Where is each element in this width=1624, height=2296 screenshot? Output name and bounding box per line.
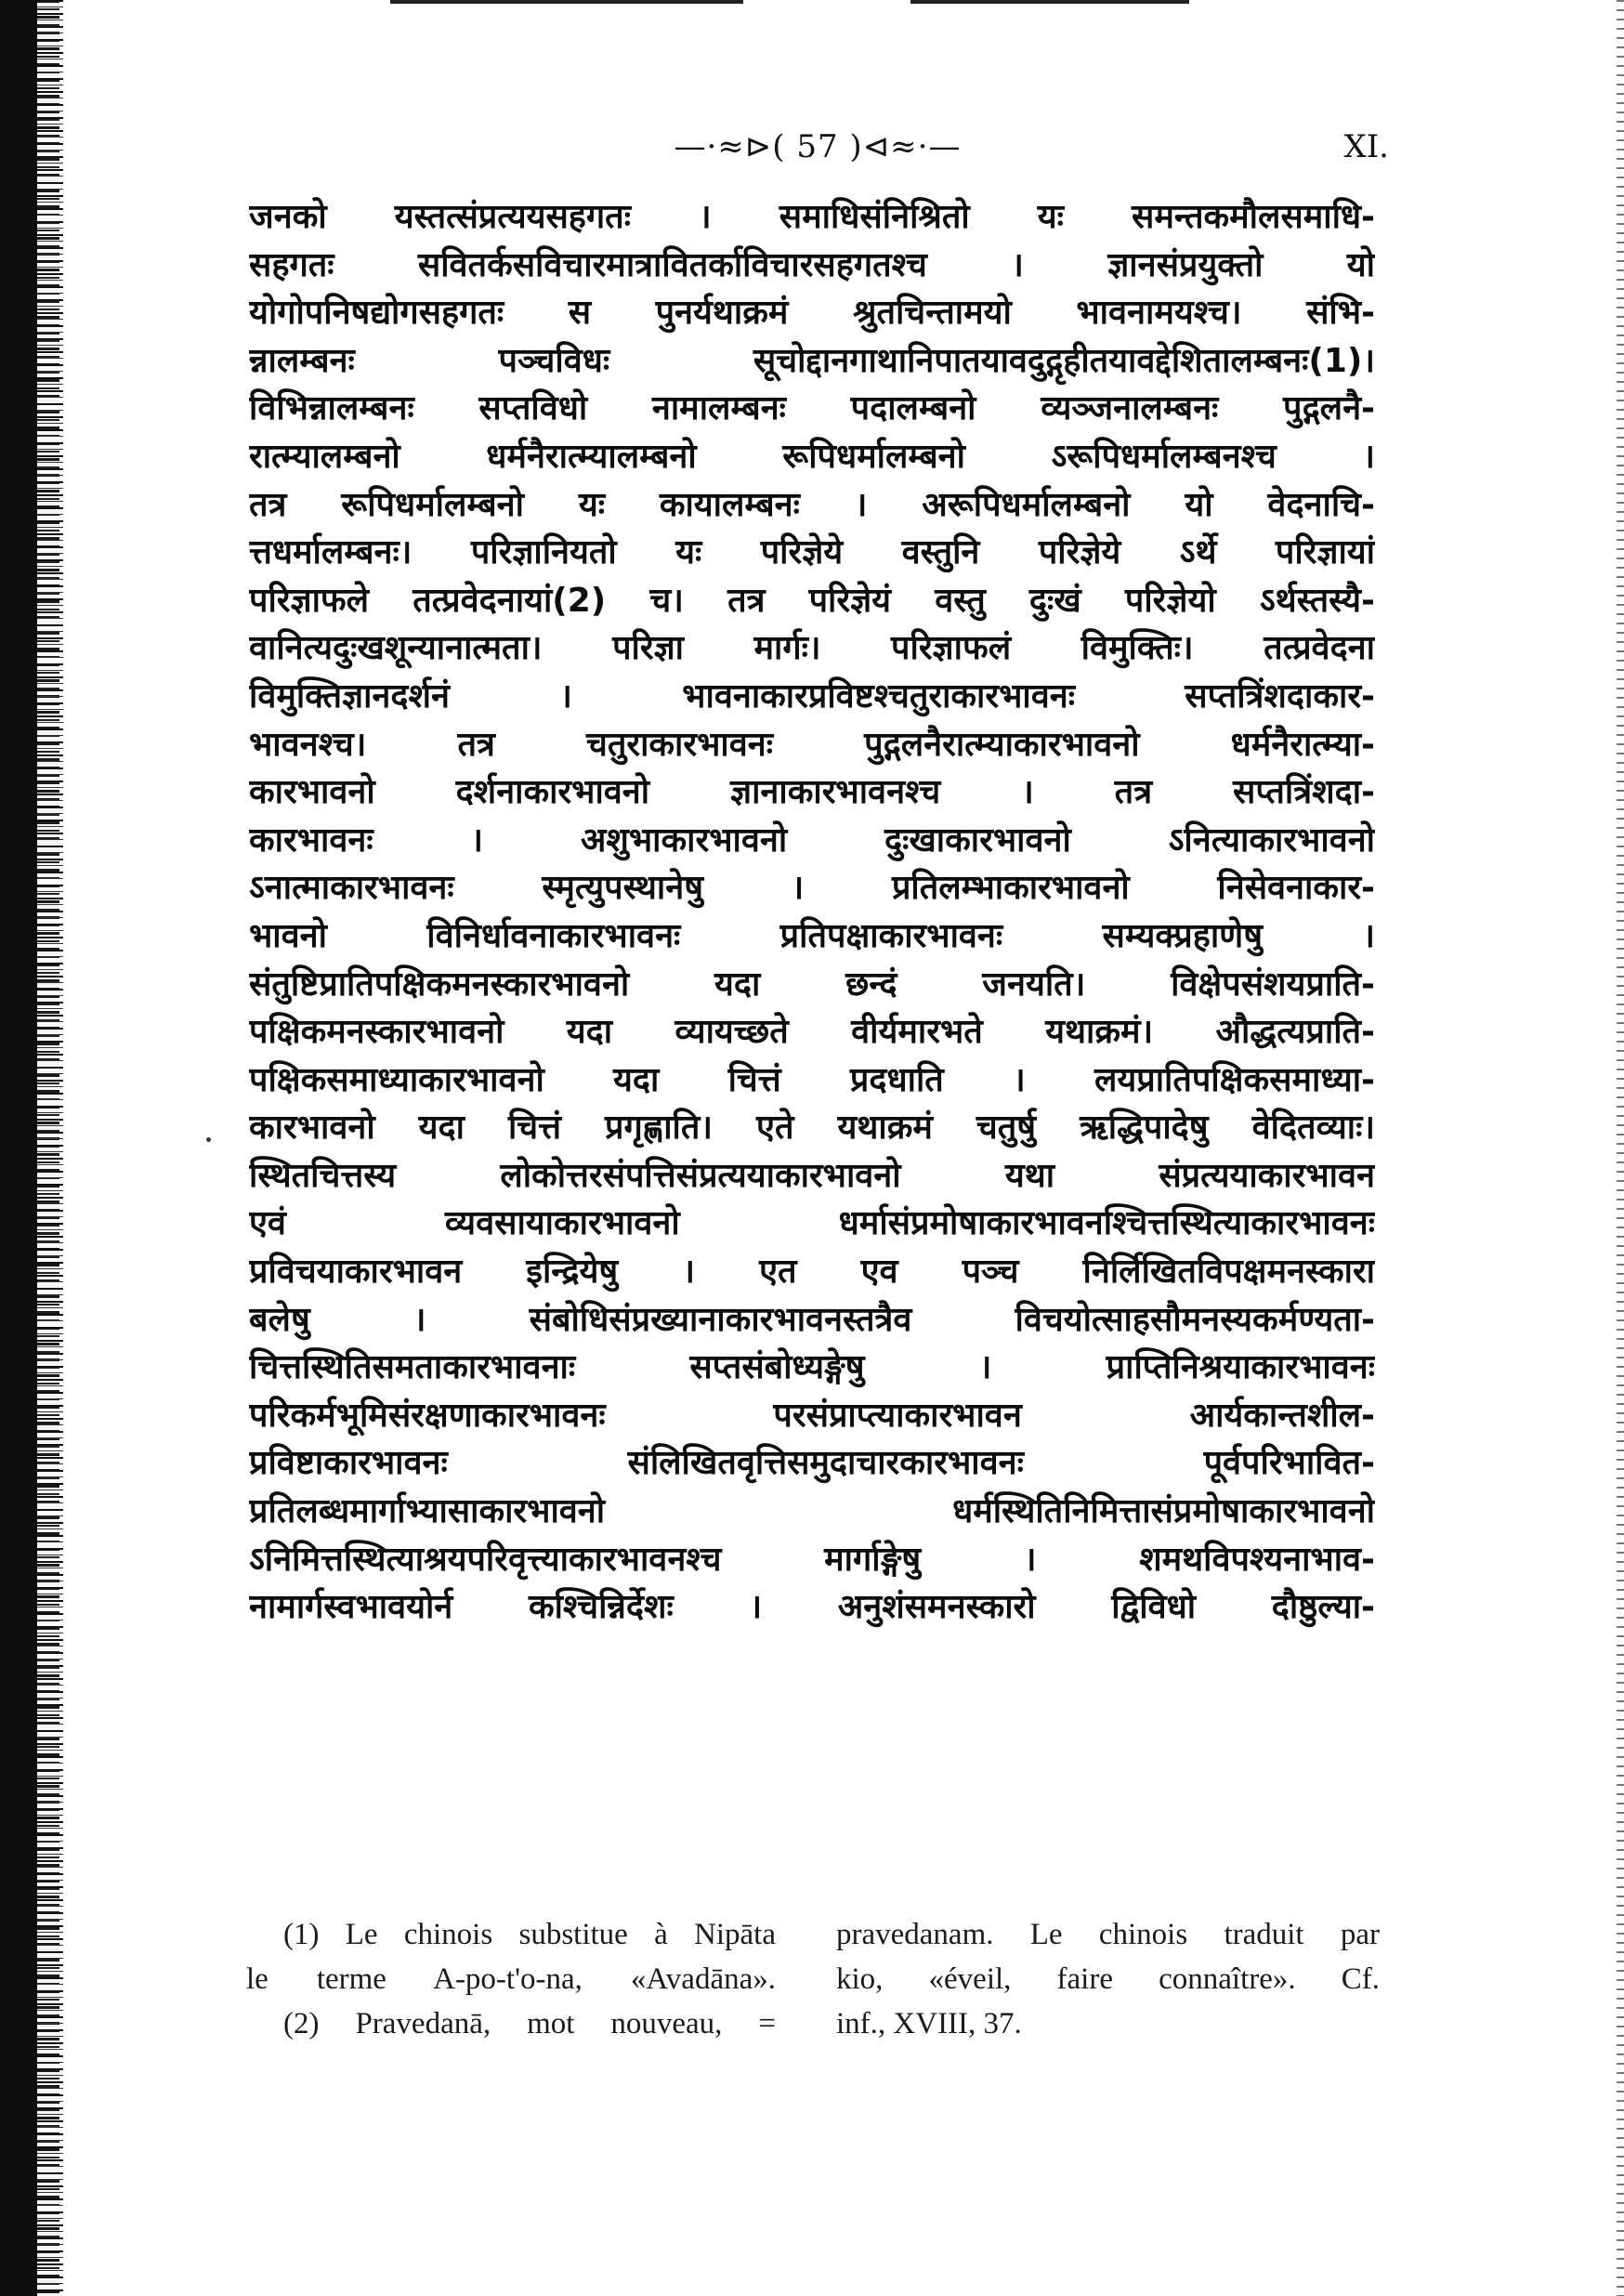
text-line: योगोपनिषद्योगसहगतः स पुनर्यथाक्रमं श्रुतचिन्तामयो भावनामयश्च। संभि-: [249, 294, 1375, 333]
text-line: पक्षिकमनस्कारभावनो यदा व्यायच्छते वीर्यमारभते यथाक्रमं। औद्धत्यप्राति-: [249, 1013, 1375, 1052]
chapter-marker: XI.: [1343, 128, 1389, 165]
text-line: रात्म्यालम्बनो धर्मनैरात्म्यालम्बनो रूपिधर्मालम्बनो ऽरूपिधर्मालम्बनश्च ।: [249, 437, 1375, 476]
page-number: —·≈⊳( 57 )⊲≈·—: [674, 128, 962, 165]
page-right-edge: [1617, 0, 1624, 2296]
text-line: एवं व्यवसायाकारभावनो धर्मासंप्रमोषाकारभावनश्चित्तस्थित्याकारभावनः: [249, 1204, 1375, 1243]
footnote-line: kio, «éveil, faire connaître». Cf.: [836, 1962, 1380, 1996]
text-line: न्नालम्बनः पञ्चविधः सूचोद्दानगाथानिपातयावदुद्गृहीतयावद्देशितालम्बनः(1)।: [249, 341, 1375, 380]
top-rule-right: [910, 0, 1189, 4]
footnote-line: pravedanam. Le chinois traduit par: [836, 1918, 1380, 1951]
text-line: प्रविचयाकारभावन इन्द्रियेषु । एत एव पञ्च निर्लिखितविपक्षमनस्कारा: [249, 1253, 1375, 1292]
text-line: वानित्यदुःखशून्यानात्मता। परिज्ञा मार्गः। परिज्ञाफलं विमुक्तिः। तत्प्रवेदना: [249, 629, 1375, 668]
text-line: जनको यस्तत्संप्रत्ययसहगतः । समाधिसंनिश्रितो यः समन्तकमौलसमाधि-: [249, 198, 1375, 236]
text-line: ऽनिमित्तस्थित्याश्रयपरिवृत्त्याकारभावनश्च मार्गाङ्गेषु । शमथविपश्यनाभाव-: [249, 1540, 1375, 1579]
footnotes: [246, 1912, 1380, 2117]
footnotes-right-column: [836, 1912, 1380, 2046]
text-line: विभिन्नालम्बनः सप्तविधो नामालम्बनः पदालम्बनो व्यञ्जनालम्बनः पुद्गलनै-: [249, 389, 1375, 428]
speck: [206, 1137, 211, 1142]
text-line: परिज्ञाफले तत्प्रवेदनायां(2) च। तत्र परिज्ञेयं वस्तु दुःखं परिज्ञेयो ऽर्थस्तस्यै-: [249, 581, 1375, 620]
page-header: [246, 128, 1389, 184]
text-line: त्तधर्मालम्बनः। परिज्ञानियतो यः परिज्ञेये वस्तुनि परिज्ञेये ऽर्थे परिज्ञायां: [249, 533, 1375, 572]
text-line: कारभावनो यदा चित्तं प्रगृह्णाति। एते यथाक्रमं चतुर्षु ऋद्धिपादेषु वेदितव्याः।: [249, 1109, 1375, 1148]
footnote-line: le terme A-po-t'o-na, «Avadāna».: [246, 1962, 776, 1996]
footnote-line: (1) Le chinois substitue à Nipāta: [283, 1918, 776, 1951]
text-line: नामार्गस्वभावयोर्न कश्चिन्निर्देशः । अनुशंसमनस्कारो द्विविधो दौष्ठुल्या-: [249, 1588, 1375, 1627]
text-line: संतुष्टिप्रातिपक्षिकमनस्कारभावनो यदा छन्दं जनयति। विक्षेपसंशयप्राति-: [249, 964, 1375, 1004]
text-line: सहगतः सवितर्कसविचारमात्रावितर्काविचारसहगतश्च । ज्ञानसंप्रयुक्तो यो: [249, 245, 1375, 284]
text-line: कारभावनः । अशुभाकारभावनो दुःखाकारभावनो ऽनित्याकारभावनो: [249, 820, 1375, 859]
text-line: प्रविष्टाकारभावनः संलिखितवृत्तिसमुदाचारकारभावनः पूर्वपरिभावित-: [249, 1444, 1375, 1483]
text-line: ऽनात्माकारभावनः स्मृत्युपस्थानेषु । प्रतिलम्भाकारभावनो निसेवनाकार-: [249, 869, 1375, 908]
top-rule-left: [390, 0, 743, 4]
text-line: स्थितचित्तस्य लोकोत्तरसंपत्तिसंप्रत्ययाकारभावनो यथा संप्रत्ययाकारभावन: [249, 1156, 1375, 1195]
text-line: कारभावनो दर्शनाकारभावनो ज्ञानाकारभावनश्च । तत्र सप्तत्रिंशदा-: [249, 773, 1375, 812]
binding-shadow: [0, 0, 37, 2296]
binding-fray: [37, 0, 63, 2296]
text-line: तत्र रूपिधर्मालम्बनो यः कायालम्बनः । अरूपिधर्मालम्बनो यो वेदनाचि-: [249, 485, 1375, 524]
text-line: प्रतिलब्धमार्गाभ्यासाकारभावनो धर्मस्थितिनिमित्तासंप्रमोषाकारभावनो: [249, 1492, 1375, 1531]
text-line: चित्तस्थितिसमताकारभावनाः सप्तसंबोध्यङ्गेषु । प्राप्तिनिश्रयाकारभावनः: [249, 1348, 1375, 1387]
text-line: भावनश्च। तत्र चतुराकारभावनः पुद्गलनैरात्म्याकारभावनो धर्मनैरात्म्या-: [249, 725, 1375, 764]
text-line: पक्षिकसमाध्याकारभावनो यदा चित्तं प्रदधाति । लयप्रातिपक्षिकसमाध्या-: [249, 1060, 1375, 1099]
main-text: [249, 193, 1375, 1912]
text-line: भावनो विनिर्धावनाकारभावनः प्रतिपक्षाकारभावनः सम्यक्प्रहाणेषु ।: [249, 916, 1375, 955]
footnote-line: (2) Pravedanā, mot nouveau, =: [283, 2007, 776, 2040]
footnote-line: inf., XVIII, 37.: [836, 2007, 1022, 2040]
footnotes-left-column: [246, 1912, 776, 2046]
text-line: विमुक्तिज्ञानदर्शनं । भावनाकारप्रविष्टश्चतुराकारभावनः सप्तत्रिंशदाकार-: [249, 676, 1375, 715]
text-line: बलेषु । संबोधिसंप्रख्यानाकारभावनस्तत्रैव विचयोत्साहसौमनस्यकर्मण्यता-: [249, 1300, 1375, 1339]
text-line: परिकर्मभूमिसंरक्षणाकारभावनः परसंप्राप्त्याकारभावन आर्यकान्तशील-: [249, 1396, 1375, 1435]
